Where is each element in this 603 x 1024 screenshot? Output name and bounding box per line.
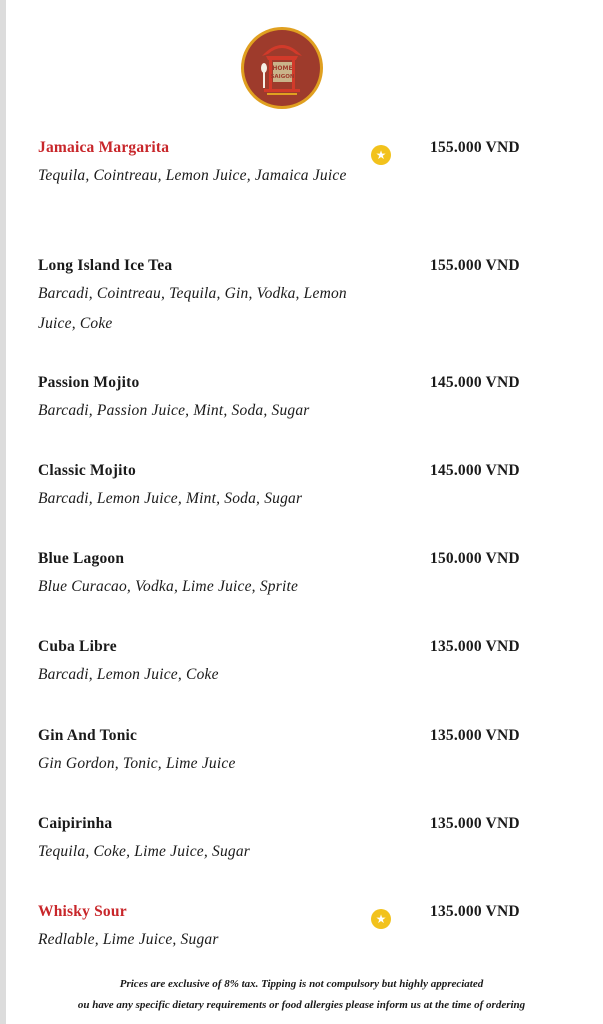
menu-item-description: Barcadi, Lemon Juice, Mint, Soda, Sugar <box>38 490 303 507</box>
menu-item-name: Gin And Tonic <box>38 727 138 744</box>
menu-item-name: Blue Lagoon <box>38 550 125 567</box>
menu-item-price: 145.000 VND <box>430 462 520 479</box>
page-edge <box>0 0 6 1024</box>
menu-item-price: 155.000 VND <box>430 257 520 274</box>
star-icon: ★ <box>371 909 391 929</box>
menu-item-name: Caipirinha <box>38 815 113 832</box>
logo-text-line2: SAIGON <box>270 74 295 80</box>
menu-item-description: Redlable, Lime Juice, Sugar <box>38 931 219 948</box>
menu-item-description: Tequila, Coke, Lime Juice, Sugar <box>38 843 251 860</box>
menu-item-description: Tequila, Cointreau, Lemon Juice, Jamaica Juice <box>38 167 347 184</box>
menu-item-name: Classic Mojito <box>38 462 136 479</box>
home-saigon-logo <box>240 26 324 110</box>
menu-item-price: 150.000 VND <box>430 550 520 567</box>
menu-item-name: Whisky Sour <box>38 903 127 920</box>
menu-item-description: Blue Curacao, Vodka, Lime Juice, Sprite <box>38 578 299 595</box>
menu-item-description: Barcadi, Lemon Juice, Coke <box>38 666 219 683</box>
menu-item-price: 135.000 VND <box>430 903 520 920</box>
menu-item-name: Passion Mojito <box>38 374 140 391</box>
footer-note-allergies: ou have any specific dietary requirements or food allergies please inform us at the time of ordering <box>77 999 526 1011</box>
star-icon: ★ <box>371 145 391 165</box>
footer-note-tax: Prices are exclusive of 8% tax. Tipping is not compulsory but highly appreciated <box>119 978 484 990</box>
menu-item-name: Long Island Ice Tea <box>38 257 173 274</box>
menu-item-price: 135.000 VND <box>430 727 520 744</box>
menu-item-description: Barcadi, Passion Juice, Mint, Soda, Sugar <box>38 402 310 419</box>
menu-item-price: 135.000 VND <box>430 638 520 655</box>
menu-item-price: 135.000 VND <box>430 815 520 832</box>
logo-text-line1: HOME <box>272 65 293 72</box>
menu-item-description: Barcadi, Cointreau, Tequila, Gin, Vodka, Lemon Juice, Coke <box>38 285 347 332</box>
menu-item-description: Gin Gordon, Tonic, Lime Juice <box>38 755 236 772</box>
menu-item-name: Cuba Libre <box>38 638 117 655</box>
menu-item-price: 145.000 VND <box>430 374 520 391</box>
menu-item-price: 155.000 VND <box>430 139 520 156</box>
menu-item-name: Jamaica Margarita <box>38 139 170 156</box>
